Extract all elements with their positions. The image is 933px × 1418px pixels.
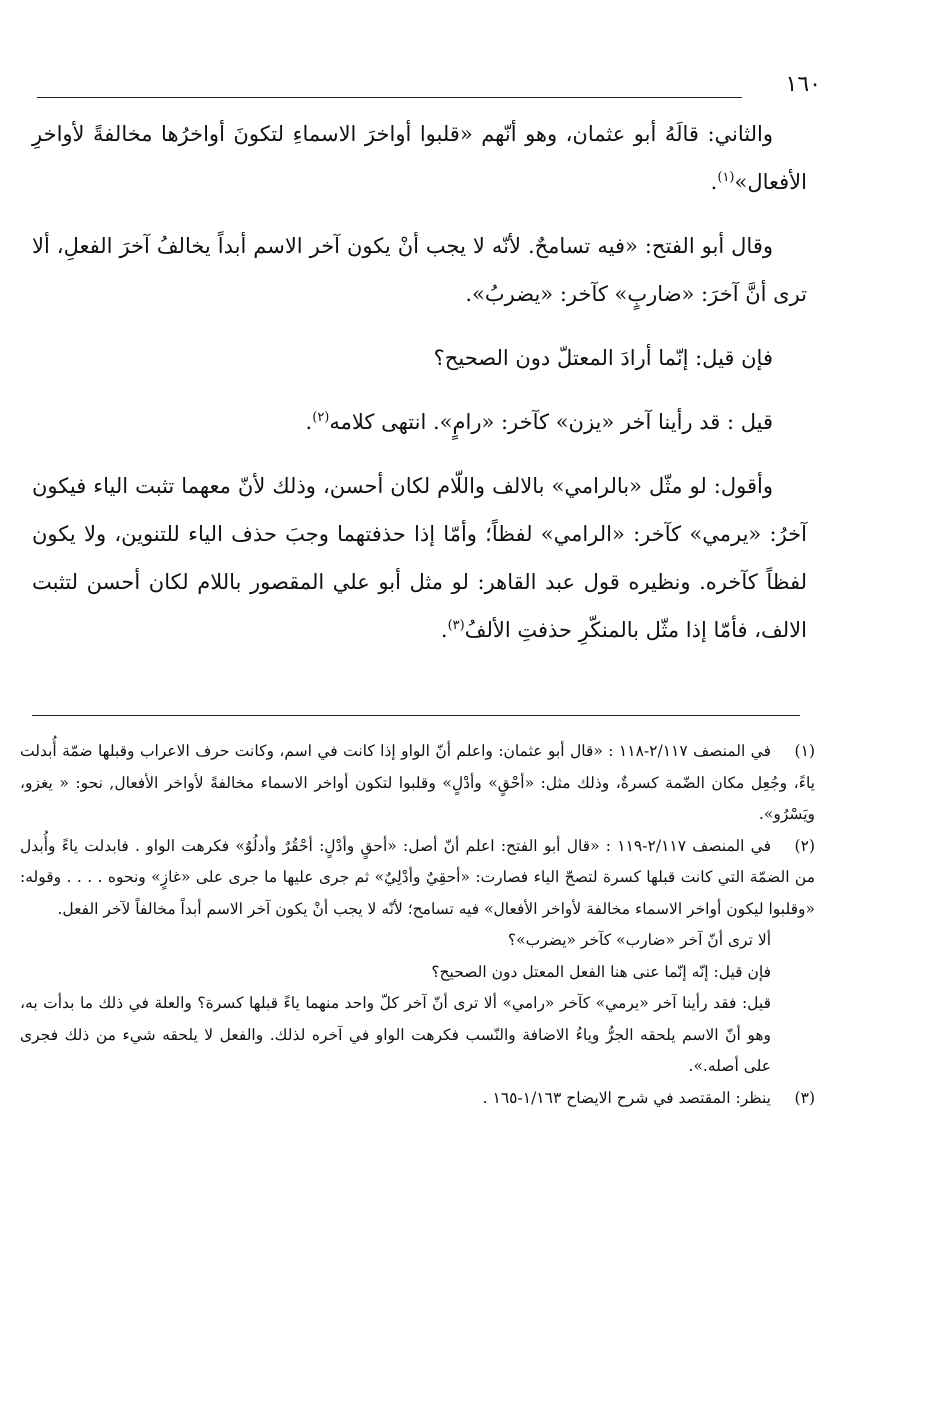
footnote-2-line-2: ألا ترى أنّ آخر «ضارب» كآخر «يضرب»؟ xyxy=(507,931,771,949)
paragraph-1: والثاني: قالَهُ أبو عثمان، وهو أنّهم «قلبوا أواخرَ الاسماءِ لتكونَ أواخرُها مخالفةً لأواخرِ الأفعال»$^{(١)}$. xyxy=(32,122,807,194)
footnote-marker-1[interactable]: (١) xyxy=(717,170,735,185)
footnote-2: (٢)في المنصف ٢/١١٧-١١٩ : «قال أبو الفتح: اعلم أنّ أصل: «أحقٍ وأدْلٍ: أحْقُرٌ وأدلُوٌ» فكرهت الواو . فابدلت ياءً وأُبدل من الضمّة التي كانت قبلها كسرة لتصحّ الياء فصارت: «أحقِيٌ وأدْلِيٌ» ثم جرى عليها ما جرى على «غازٍ» ونحوه . . . . وقوله: «وقلبوا ليكون أواخر الاسماء مخالفة لأواخر الأفعال» فيه تسامح؛ لأنّه لا يجب أنْ يكون آخر الاسم أبداً مخالفاً لآخر الفعل. xyxy=(20,831,815,926)
footnotes xyxy=(20,736,815,1114)
paragraph-5: وأقول: لو مثّل «بالرامي» بالالف واللّام لكان أحسن، وذلك لأنّ معهما تثبت الياء فيكون آخرُ: «يرمي» كآخر: «الرامي» لفظاً؛ وأمّا إذا حذفتهما وجبَ حذف الياء للتنوين، ولا يكون لفظاً كآخره. ونظيره قول عبد القاهر: لو مثل أبو علي المقصور باللام لكان أحسن لتثبت الالف، فأمّا إذا مثّل بالمنكّرِ حذفتِ الألفُ$^{(٣)}$. xyxy=(32,474,807,642)
paragraph-3: فإن قيل: إنّما أرادَ المعتلّ دون الصحيح؟ xyxy=(433,346,773,370)
footnote-3: (٣)ينظر: المقتصد في شرح الايضاح ١/١٦٣-١٦٥ . xyxy=(20,1083,815,1115)
footnote-2-line-3: فإن قيل: إنّه إنّما عنى هنا الفعل المعتل دون الصحيح؟ xyxy=(431,962,771,981)
paragraph-2: وقال أبو الفتح: «فيه تسامحٌ. لأنّه لا يجب أنْ يكون آخر الاسم أبداً يخالفُ آخرَ الفعلِ، ألا ترى أنَّ آخرَ: «ضاربٍ» كآخر: «يضربُ». xyxy=(32,234,807,306)
header-rule xyxy=(37,97,742,98)
footnote-number: (٣) xyxy=(794,1088,815,1107)
main-text xyxy=(32,110,807,654)
footnote-2-line-4: قيل: فقد رأينا آخر «يرمي» كآخر «رامي» ألا ترى أنّ آخر كلّ واحد منهما ياءً قبلها كسرة؟ والعلة في ذلك ما بدأت به، وهو أنّ الاسم يلحقه الجرُّ وياءُ الاضافة والنّسب فكرهت الواو في آخره لذلك. والفعل لا يلحقه شيء من ذلك فجرى على أصله.». xyxy=(20,994,771,1075)
page-number: ١٦٠ xyxy=(785,72,821,97)
footnote-1: (١)في المنصف ٢/١١٧-١١٨ : «قال أبو عثمان: واعلم أنّ الواو إذا كانت في اسم، وكانت حرف الاعراب وقبلها ضمّة أُبدلت ياءً، وجُعِل مكان الضّمة كسرةٌ، وذلك مثل: «أحْقٍ» وأدْلٍ» وقلبوا لتكون أواخر الاسماء مخالفةً لأواخر الأفعال, نحو: « يغزو، ويَسْرُو». xyxy=(20,736,815,831)
footnote-number: (١) xyxy=(794,742,815,760)
paragraph-4: قيل : قد رأينا آخر «يزن» كآخر: «رامٍ». انتهى كلامه$^{(٢)}$. xyxy=(305,410,773,434)
footnote-marker-3[interactable]: (٣) xyxy=(447,618,465,633)
footnote-marker-2[interactable]: (٢) xyxy=(312,410,330,425)
footnote-rule xyxy=(32,715,800,716)
footnote-number: (٢) xyxy=(794,836,815,855)
